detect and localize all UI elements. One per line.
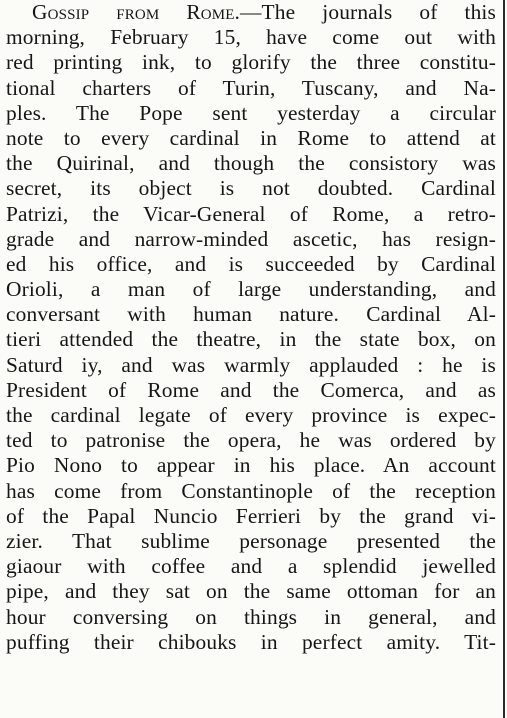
- article-line-8: secret, its object is not doubted. Cardinal: [6, 176, 496, 201]
- article-line-21: of the Papal Nuncio Ferrieri by the grand vi-: [6, 503, 496, 528]
- article-line-19: Pio Nono to appear in his place. An account: [6, 453, 496, 478]
- article-line-20: has come from Constantinople of the reception: [6, 478, 496, 503]
- article-line-23: giaour with coffee and a splendid jewelled: [6, 554, 496, 579]
- article-line-22: zier. That sublime personage presented the: [6, 528, 496, 553]
- article-line-11: ed his office, and is succeeded by Cardinal: [6, 251, 496, 276]
- column-rule: [503, 0, 505, 718]
- article-heading: Gossip from Rome.: [32, 0, 241, 24]
- article-line-7: the Quirinal, and though the consistory was: [6, 151, 496, 176]
- article-line-12: Orioli, a man of large understanding, and: [6, 277, 496, 302]
- article-line-3: red printing ink, to glorify the three constitu-: [6, 50, 496, 75]
- article-line-26: puffing their chibouks in perfect amity. Tit-: [6, 629, 496, 654]
- article-line-9: Patrizi, the Vicar-General of Rome, a retro-: [6, 201, 496, 226]
- article-line-2: morning, February 15, have come out with: [6, 25, 496, 50]
- article-line-25: hour conversing on things in general, and: [6, 604, 496, 629]
- article-line-16: President of Rome and the Comerca, and as: [6, 377, 496, 402]
- article-line-6: note to every cardinal in Rome to attend at: [6, 125, 496, 150]
- article-column: [6, 0, 496, 655]
- article-line-17: the cardinal legate of every province is expec-: [6, 403, 496, 427]
- article-line-18: ted to patronise the opera, he was ordered by: [6, 428, 496, 453]
- article-line-1: [6, 0, 496, 25]
- article-line-1-text: —The journals of this: [240, 0, 496, 24]
- article-line-4: tional charters of Turin, Tuscany, and Na-: [6, 75, 496, 100]
- article-line-10: grade and narrow-minded ascetic, has resign-: [6, 226, 496, 251]
- article-line-13: conversant with human nature. Cardinal Al-: [6, 302, 496, 327]
- article-line-24: pipe, and they sat on the same ottoman for an: [6, 579, 496, 604]
- article-line-15: Saturd iy, and was warmly applauded : he is: [6, 352, 496, 377]
- article-line-14: tieri attended the theatre, in the state box, on: [6, 327, 496, 352]
- article-line-5: ples. The Pope sent yesterday a circular: [6, 100, 496, 125]
